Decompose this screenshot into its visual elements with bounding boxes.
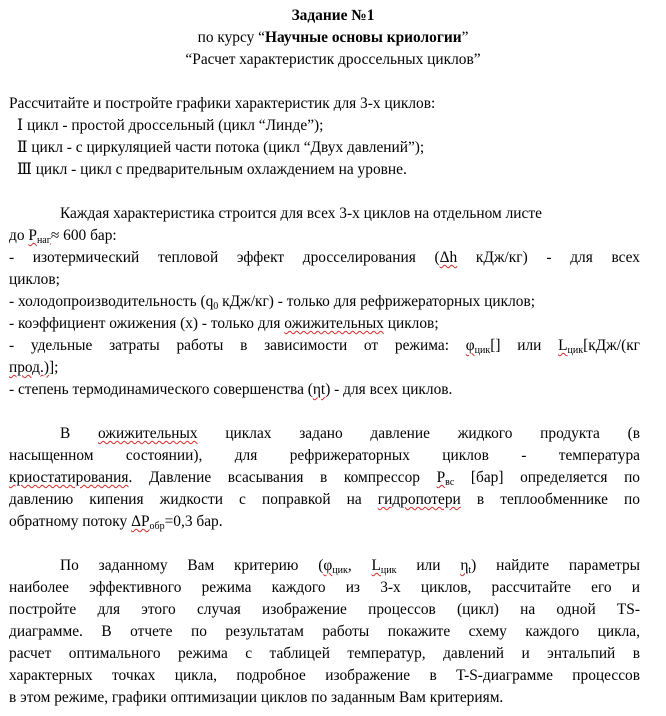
assignment-subtitle: “Расчет характеристик дроссельных циклов”	[185, 51, 481, 68]
cycle-item-1: Ⅰ цикл - простой дроссельный (цикл “Линде”);	[17, 117, 324, 134]
intro-line: Рассчитайте и постройте графики характеристик для 3-х циклов:	[9, 95, 436, 112]
para2-line5: обратному потоку $\Delta P_{обр}=0,3$ бар.	[9, 513, 223, 532]
assignment-title: Задание №1	[291, 7, 375, 24]
para1-line2: до $P_{наг}\approx 600$ бар:	[9, 227, 117, 246]
bullet-cooling-capacity: - холодопроизводительность ($q_0$ кДж/кг) - только для рефрижераторных циклов;	[9, 293, 536, 312]
para2-line3: криостатирования. Давление всасывания в компрессор $P_{вс}$ [бар] определяется по	[9, 469, 640, 488]
bullet-work-cost-cont: прод.)];	[9, 359, 59, 376]
para3-line6: характерных точках цикла, подробное изображение в T-S-диаграмме процессов	[9, 667, 640, 684]
course-line: по курсу “Научные основы криологии”	[197, 29, 469, 46]
para3-line2: наиболее эффективного режима каждого из 3-х циклов, рассчитайте его и	[9, 579, 640, 596]
para1-line1: Каждая характеристика строится для всех 3-х циклов на отдельном листе	[60, 205, 542, 222]
para3-line7: в этом режиме, графики оптимизации циклов по заданным Вам критериям.	[9, 689, 504, 706]
para2-line1: В ожижительных циклах задано давление жидкого продукта (в	[60, 425, 640, 442]
cycle-item-2: Ⅱ цикл - с циркуляцией части потока (цикл “Двух давлений”);	[17, 139, 425, 156]
bullet-work-cost: - удельные затраты работы в зависимости от режима: $\varphi_{цик}[]$ или $L_{цик}[кДж/(кг$	[9, 337, 640, 356]
bullet-isothermal: - изотермический тепловой эффект дросселирования (Δh кДж/кг) - для всех	[9, 249, 640, 266]
para3-line1: По заданному Вам критерию ($\varphi_{цик}$, $L_{цик}$ или $\eta_t$) найдите параметры	[60, 557, 640, 576]
para2-line2: насыщенном состоянии), для рефрижераторных циклов - температура	[9, 447, 640, 464]
para3-line5: расчет оптимального режима с таблицей температур, давлений и энтальпий в	[9, 645, 640, 662]
para3-line3: постройте для этого случая изображение процессов (цикл) на одной TS-	[9, 601, 640, 618]
cycle-item-3: Ⅲ цикл - цикл с предварительным охлаждением на уровне.	[17, 161, 407, 178]
bullet-liquefaction: - коэффициент ожижения (x) - только для ожижительных циклов;	[9, 315, 439, 332]
para2-line4: давлению кипения жидкости с поправкой на гидропотери в теплообменнике по	[9, 491, 640, 508]
para3-line4: диаграмме. В отчете по результатам работы покажите схему каждого цикла,	[9, 623, 640, 640]
bullet-isothermal-cont: циклов;	[9, 271, 60, 288]
bullet-thermo-perfection: - степень термодинамического совершенства (ηt) - для всех циклов.	[9, 381, 453, 398]
